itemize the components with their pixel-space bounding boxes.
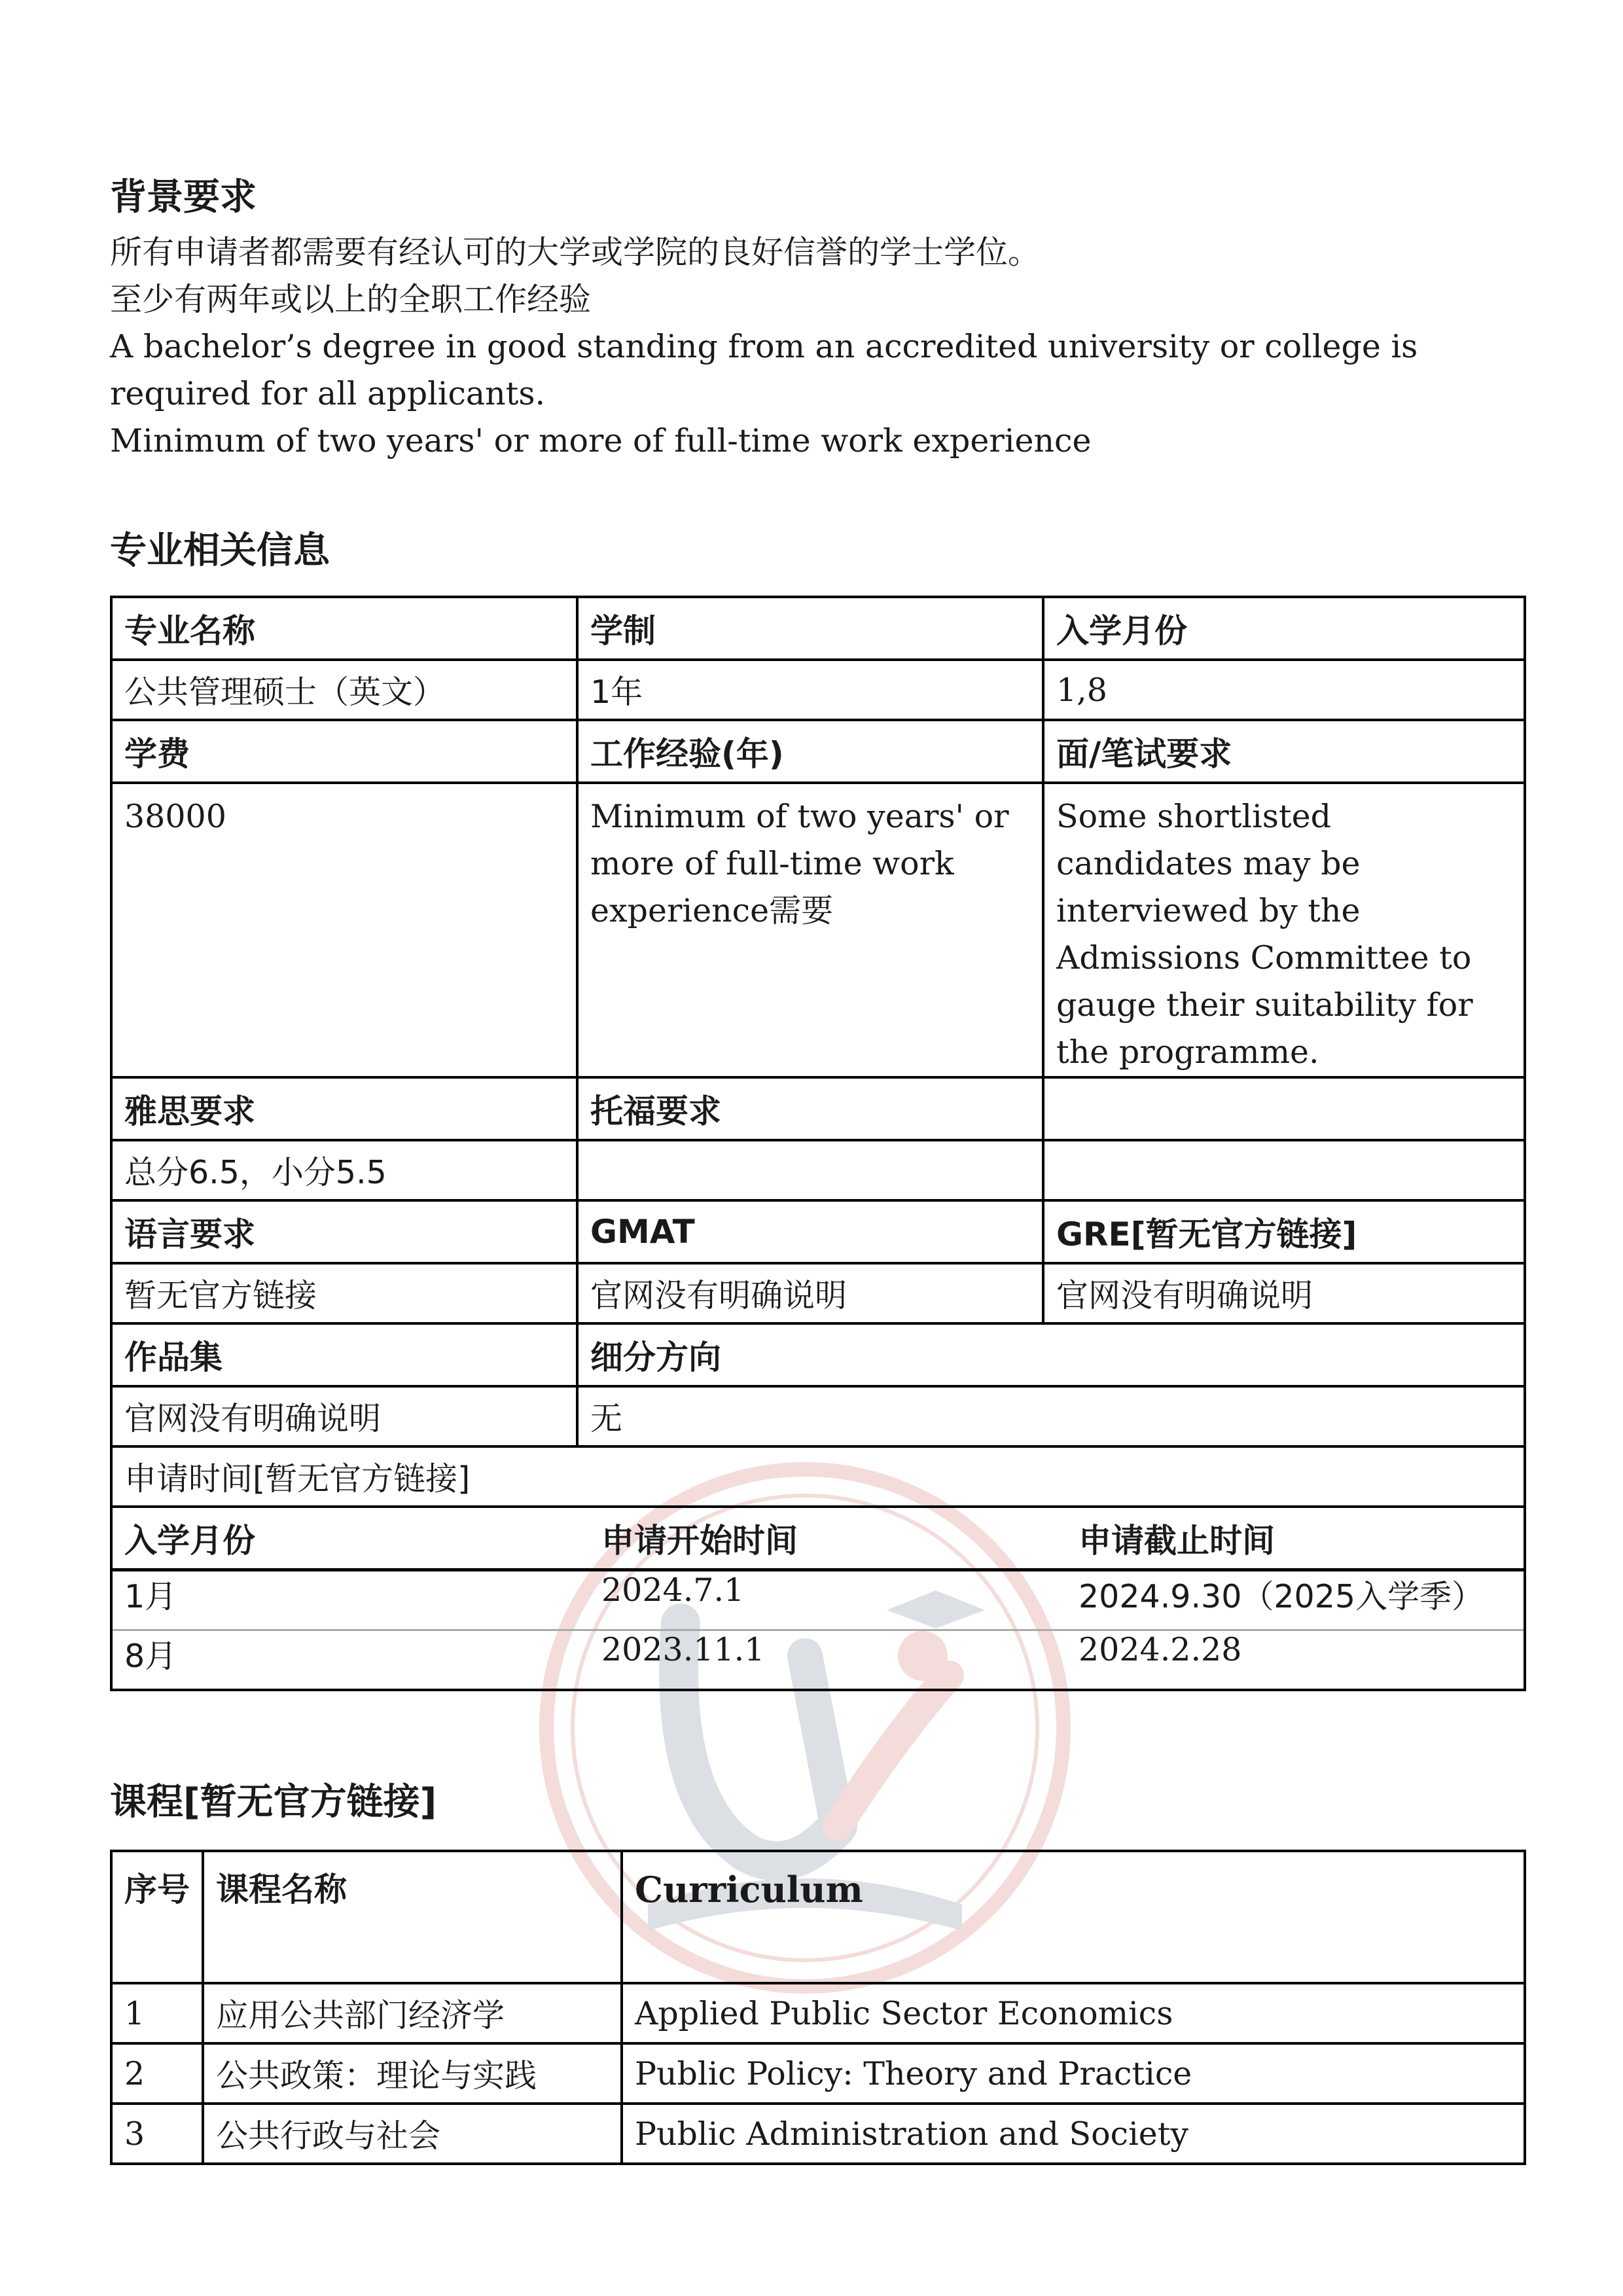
apply-header-start: 申请开始时间 bbox=[590, 1508, 1067, 1570]
gre-value: 官网没有明确说明 bbox=[1043, 1263, 1525, 1323]
ielts-value: 总分6.5，小分5.5 bbox=[111, 1140, 577, 1200]
program-name-value: 公共管理硕士（英文） bbox=[111, 660, 577, 720]
course-name: 应用公共部门经济学 bbox=[203, 1983, 622, 2043]
table-row bbox=[111, 2104, 1525, 2164]
duration-label: 学制 bbox=[577, 597, 1043, 660]
intake-label: 入学月份 bbox=[1043, 597, 1525, 660]
apply-time-cell bbox=[111, 1507, 1525, 1690]
apply-intake: 1月 bbox=[113, 1570, 590, 1630]
table-row bbox=[113, 1630, 1526, 1689]
work-experience-value: Minimum of two years' or more of full-time work experience需要 bbox=[577, 783, 1043, 1077]
program-name-label: 专业名称 bbox=[111, 597, 577, 660]
gre-label: GRE[暂无官方链接] bbox=[1043, 1200, 1525, 1263]
gmat-value: 官网没有明确说明 bbox=[577, 1263, 1043, 1323]
program-info-title: 专业相关信息 bbox=[110, 529, 330, 572]
table-row bbox=[111, 1983, 1525, 2043]
empty-cell bbox=[1043, 1140, 1525, 1200]
tuition-value: 38000 bbox=[111, 783, 577, 1077]
apply-header-deadline: 申请截止时间 bbox=[1067, 1508, 1526, 1570]
ielts-label: 雅思要求 bbox=[111, 1077, 577, 1140]
portfolio-label: 作品集 bbox=[111, 1323, 577, 1386]
background-line: A bachelor’s degree in good standing from an accredited university or college is required for all applicants. bbox=[110, 328, 1418, 412]
apply-intake: 8月 bbox=[124, 1638, 177, 1675]
course-header-curriculum: Curriculum bbox=[622, 1851, 1525, 1983]
duration-value: 1年 bbox=[577, 660, 1043, 720]
interview-label: 面/笔试要求 bbox=[1043, 720, 1525, 783]
course-index: 3 bbox=[111, 2104, 203, 2164]
toefl-value bbox=[577, 1140, 1043, 1200]
apply-time-label: 申请时间[暂无官方链接] bbox=[111, 1446, 1525, 1507]
background-requirements bbox=[110, 229, 1524, 465]
course-header-name: 课程名称 bbox=[203, 1851, 622, 1983]
course-header-index: 序号 bbox=[111, 1851, 203, 1983]
language-value: 暂无官方链接 bbox=[111, 1263, 577, 1323]
direction-label: 细分方向 bbox=[577, 1323, 1525, 1386]
apply-deadline: 2024.2.28 bbox=[1079, 1631, 1242, 1668]
portfolio-value: 官网没有明确说明 bbox=[111, 1386, 577, 1446]
course-name: 公共政策：理论与实践 bbox=[203, 2043, 622, 2104]
course-index: 1 bbox=[111, 1983, 203, 2043]
gmat-label: GMAT bbox=[577, 1200, 1043, 1263]
course-curriculum: Public Policy: Theory and Practice bbox=[622, 2043, 1525, 2104]
apply-header-intake: 入学月份 bbox=[113, 1508, 590, 1570]
program-info-table bbox=[110, 596, 1526, 1691]
table-row bbox=[111, 2043, 1525, 2104]
apply-start: 2023.11.1 bbox=[601, 1631, 765, 1668]
toefl-label: 托福要求 bbox=[577, 1077, 1043, 1140]
apply-deadline: 2024.9.30（2025入学季） bbox=[1067, 1570, 1526, 1630]
intake-value: 1,8 bbox=[1043, 660, 1525, 720]
direction-value: 无 bbox=[577, 1386, 1525, 1446]
course-title: 课程[暂无官方链接] bbox=[110, 1781, 437, 1823]
tuition-label: 学费 bbox=[111, 720, 577, 783]
table-row bbox=[113, 1570, 1526, 1630]
interview-value: Some shortlisted candidates may be interviewed by the Admissions Committee to gauge their suitability for the programme. bbox=[1043, 783, 1525, 1077]
background-line: 所有申请者都需要有经认可的大学或学院的良好信誉的学士学位。 bbox=[110, 234, 1041, 271]
apply-start: 2024.7.1 bbox=[590, 1570, 1067, 1630]
background-line: 至少有两年或以上的全职工作经验 bbox=[110, 281, 592, 318]
course-index: 2 bbox=[111, 2043, 203, 2104]
course-name: 公共行政与社会 bbox=[203, 2104, 622, 2164]
work-experience-label: 工作经验(年) bbox=[577, 720, 1043, 783]
background-title: 背景要求 bbox=[110, 176, 257, 219]
course-curriculum: Public Administration and Society bbox=[622, 2104, 1525, 2164]
empty-cell bbox=[1043, 1077, 1525, 1140]
background-line: Minimum of two years' or more of full-time work experience bbox=[110, 422, 1092, 459]
course-curriculum: Applied Public Sector Economics bbox=[622, 1983, 1525, 2043]
apply-time-table bbox=[113, 1508, 1526, 1689]
language-label: 语言要求 bbox=[111, 1200, 577, 1263]
course-table bbox=[110, 1850, 1526, 2165]
